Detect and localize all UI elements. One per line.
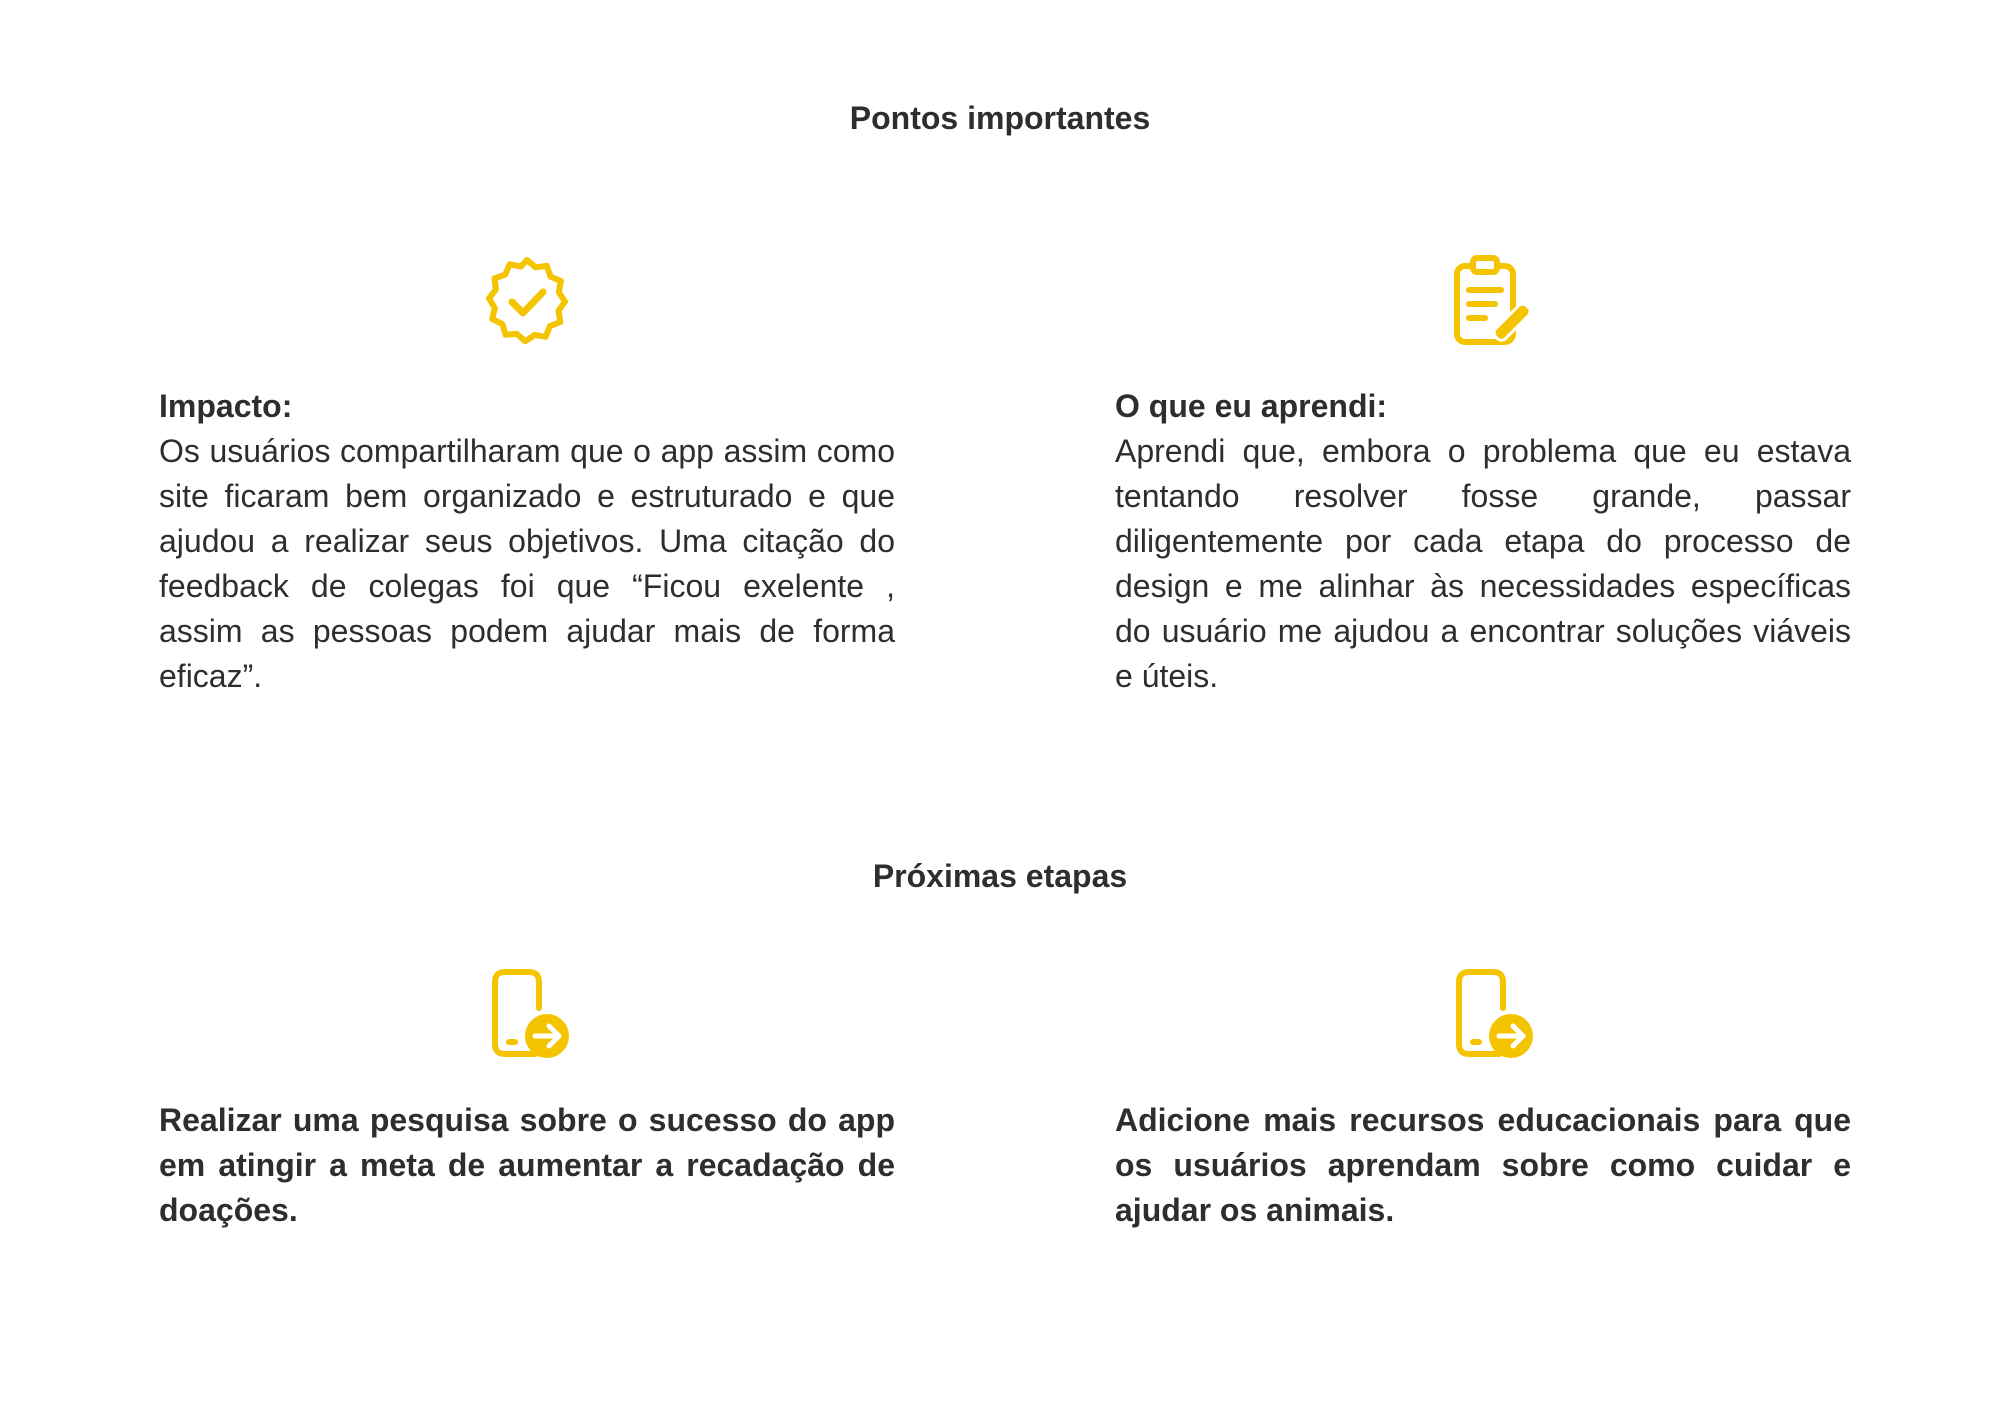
pesquisa-text: Realizar uma pesquisa sobre o sucesso do app em atingir a meta de aumentar a recadação de doações. bbox=[159, 1102, 895, 1228]
impacto-heading: Impacto: bbox=[159, 388, 293, 424]
section-title-pontos-importantes: Pontos importantes bbox=[849, 100, 1151, 136]
phone-arrow-icon bbox=[1443, 964, 1543, 1064]
aprendi-block bbox=[1115, 384, 1851, 699]
section-title-proximas-etapas: Próximas etapas bbox=[872, 858, 1128, 894]
impacto-block bbox=[159, 384, 895, 699]
impacto-text: Os usuários compartilharam que o app assim como site ficaram bem organizado e estruturado e que ajudou a realizar seus objetivos. Uma citação do feedback de colegas foi que “Ficou exelente , assim as pessoas podem ajudar mais de forma eficaz”. bbox=[159, 433, 895, 694]
aprendi-heading: O que eu aprendi: bbox=[1115, 388, 1388, 424]
aprendi-text: Aprendi que, embora o problema que eu estava tentando resolver fosse grande, passar diligentemente por cada etapa do processo de design e me alinhar às necessidades específicas do usuário me ajudou a encontrar soluções viáveis e úteis. bbox=[1115, 433, 1851, 694]
phone-arrow-icon bbox=[479, 964, 579, 1064]
verified-badge-icon bbox=[477, 252, 577, 352]
clipboard-edit-icon bbox=[1443, 252, 1543, 352]
recursos-text: Adicione mais recursos educacionais para que os usuários aprendam sobre como cuidar e ajudar os animais. bbox=[1115, 1102, 1851, 1228]
